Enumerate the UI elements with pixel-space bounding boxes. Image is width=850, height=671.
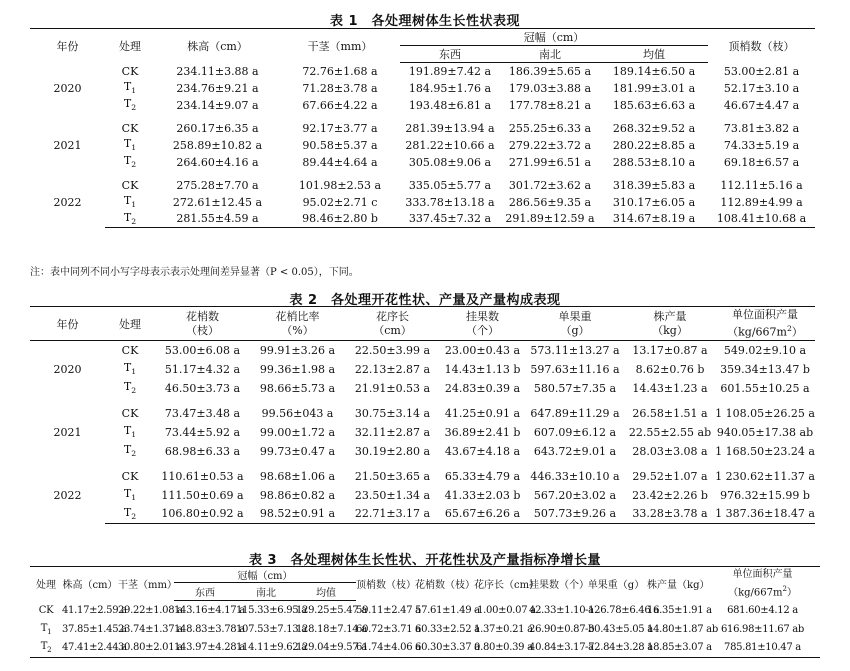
value-cell: 1 387.36±18.47 a xyxy=(715,505,815,524)
t2-header-fruit-count: 挂果数 （个） xyxy=(440,307,525,341)
t2-header-flower-shoots: 花梢数 （枝） xyxy=(155,307,250,341)
treatment-cell xyxy=(105,80,155,97)
treatment-label: T xyxy=(123,137,132,151)
t2-header-year: 年份 xyxy=(30,307,105,341)
treatment-cell xyxy=(105,177,155,194)
value-cell: 29.52±1.07 a xyxy=(632,469,708,483)
treatment-subscript: 2 xyxy=(131,386,137,396)
value-cell: 108.41±10.68 a xyxy=(708,211,815,228)
value-cell: 1.37±0.21 a xyxy=(474,623,533,635)
year-cell: 2022 xyxy=(53,488,82,502)
treatment-subscript: 1 xyxy=(47,627,52,636)
table-row xyxy=(30,80,815,97)
value-cell: 643.72±9.01 a xyxy=(533,444,617,458)
table-row xyxy=(30,486,815,505)
value-cell: 23.74±1.37 a xyxy=(118,623,183,635)
t3-header-inflorescence: 花序长（cm） xyxy=(474,567,529,601)
treatment-cell xyxy=(30,639,62,658)
value-cell: 95.02±2.71 c xyxy=(302,195,378,209)
treatment-label: T xyxy=(123,424,132,438)
value-cell: 177.78±8.21 a xyxy=(508,98,592,112)
table-row xyxy=(30,423,815,442)
value-cell: 333.78±13.18 a xyxy=(405,195,495,209)
value-cell: 59.11±2.47 a xyxy=(356,604,421,616)
value-cell: 53.00±2.81 a xyxy=(723,64,800,78)
treatment-cell xyxy=(105,120,155,137)
value-cell: 60.72±3.71 a xyxy=(356,623,421,635)
treatment-label: T xyxy=(123,361,132,375)
table3 xyxy=(30,566,820,658)
treatment-cell xyxy=(105,194,155,211)
value-cell: 573.11±13.27 a xyxy=(530,343,620,357)
value-cell: 260.17±6.35 a xyxy=(176,121,259,135)
value-cell: 18.85±3.07 a xyxy=(647,639,705,658)
t2-header-flower-ratio: 花梢比率 （%） xyxy=(250,307,345,341)
value-cell: 601.55±10.25 a xyxy=(720,381,810,395)
value-cell: 47.41±2.44 a xyxy=(62,639,118,658)
treatment-subscript: 2 xyxy=(131,217,137,227)
table2-title: 表 2 各处理开花性状、产量及产量构成表现 xyxy=(289,293,561,308)
value-cell: 184.95±1.76 a xyxy=(408,81,492,95)
table-row xyxy=(30,120,815,137)
treatment-label: CK xyxy=(121,178,139,192)
value-cell: 41.33±2.03 b xyxy=(444,488,521,502)
value-cell: 23.42±2.26 b xyxy=(632,488,708,502)
t2-header-fruit-weight: 单果重 （g） xyxy=(525,307,625,341)
value-cell: 52.17±3.10 a xyxy=(723,81,800,95)
treatment-subscript: 2 xyxy=(131,449,137,459)
value-cell: 28.03±3.08 a xyxy=(632,444,708,458)
value-cell: 67.66±4.22 a xyxy=(302,98,378,112)
value-cell: 567.20±3.02 a xyxy=(533,488,617,502)
value-cell: 275.28±7.70 a xyxy=(176,178,259,192)
value-cell: 185.63±6.63 a xyxy=(612,98,696,112)
value-cell: 30.75±3.14 a xyxy=(354,406,431,420)
treatment-cell xyxy=(105,486,155,505)
treatment-cell xyxy=(105,154,155,171)
value-cell: 24.83±0.39 a xyxy=(444,381,521,395)
table1 xyxy=(30,28,815,228)
table2 xyxy=(30,306,815,524)
value-cell: 14.43±1.13 b xyxy=(444,362,521,376)
value-cell: 115.33±6.95 a xyxy=(236,604,307,616)
table-row xyxy=(30,360,815,379)
treatment-label: T xyxy=(123,487,132,501)
value-cell: 98.66±5.73 a xyxy=(259,381,336,395)
treatment-label: T xyxy=(123,211,132,225)
treatment-label: T xyxy=(40,641,48,653)
value-cell: 65.33±4.79 a xyxy=(444,469,521,483)
treatment-label: CK xyxy=(38,604,54,616)
treatment-cell xyxy=(105,404,155,423)
value-cell: 60.30±3.37 a xyxy=(415,639,474,658)
table-row xyxy=(30,467,815,486)
table-row xyxy=(30,137,815,154)
treatment-label: CK xyxy=(121,64,139,78)
value-cell: 597.63±11.16 a xyxy=(530,362,620,376)
value-cell: 99.73±0.47 a xyxy=(259,444,336,458)
table1-title: 表 1 各处理树体生长性状表现 xyxy=(329,14,521,29)
treatment-label: T xyxy=(123,97,132,111)
treatment-label: T xyxy=(123,194,132,208)
value-cell: 99.91±3.26 a xyxy=(259,343,336,357)
value-cell: 1 230.62±11.37 a xyxy=(715,469,815,483)
t3-header-yield-plant: 株产量（kg） xyxy=(647,567,705,601)
value-cell: 73.44±5.92 a xyxy=(164,425,241,439)
t3-header-crown: 冠幅（cm） xyxy=(174,567,356,583)
t3-header-ew: 东西 xyxy=(174,583,236,601)
treatment-subscript: 2 xyxy=(131,512,137,522)
value-cell: 280.22±8.85 a xyxy=(612,138,696,152)
value-cell: -72.84±3.28 a xyxy=(585,639,647,658)
value-cell: 72.76±1.68 a xyxy=(302,64,378,78)
value-cell: 41.17±2.59 a xyxy=(62,604,127,616)
value-cell: 314.67±8.19 a xyxy=(600,211,708,228)
value-cell: 179.03±3.88 a xyxy=(508,81,592,95)
treatment-label: CK xyxy=(121,343,139,357)
value-cell: 33.28±3.78 a xyxy=(625,505,715,524)
value-cell: 14.43±1.23 a xyxy=(632,381,708,395)
t1-header-trunk: 干茎（mm） xyxy=(280,29,400,63)
value-cell: 337.45±7.32 a xyxy=(400,211,500,228)
t2-header-treatment: 处理 xyxy=(105,307,155,341)
value-cell: 74.33±5.19 a xyxy=(723,138,800,152)
value-cell: 92.17±3.77 a xyxy=(302,121,378,135)
year-cell: 2021 xyxy=(53,425,82,439)
t3-header-ns: 南北 xyxy=(236,583,296,601)
value-cell: 37.85±1.45 a xyxy=(62,623,127,635)
value-cell: 16.35±1.91 a xyxy=(647,604,712,616)
value-cell: 193.48±6.81 a xyxy=(408,98,492,112)
value-cell: 114.11±9.62 a xyxy=(236,639,296,658)
treatment-cell xyxy=(105,379,155,398)
treatment-cell xyxy=(105,137,155,154)
value-cell: 110.61±0.53 a xyxy=(161,469,244,483)
t3-header-shoots: 顶梢数（枝） xyxy=(356,567,415,601)
t1-header-ew: 东西 xyxy=(400,46,500,63)
value-cell: 310.17±6.05 a xyxy=(612,195,696,209)
value-cell: 107.53±7.13 a xyxy=(236,623,307,635)
value-cell: 189.14±6.50 a xyxy=(612,64,696,78)
table-row xyxy=(30,379,815,398)
value-cell: 89.44±4.64 a xyxy=(302,155,378,169)
table-row xyxy=(30,505,815,524)
value-cell: 281.55±4.59 a xyxy=(155,211,280,228)
value-cell: 23.50±1.34 a xyxy=(354,488,431,502)
table-row xyxy=(30,194,815,211)
treatment-cell xyxy=(30,601,62,620)
table-row xyxy=(30,154,815,171)
table-row xyxy=(30,620,820,639)
value-cell: 53.00±6.08 a xyxy=(164,343,241,357)
value-cell: -126.78±6.46 a xyxy=(585,604,659,616)
t3-header-treatment: 处理 xyxy=(30,567,62,601)
value-cell: 41.25±0.91 a xyxy=(444,406,521,420)
treatment-cell xyxy=(30,620,62,639)
t1-header-crown: 冠幅（cm） xyxy=(400,29,708,46)
value-cell: 0.80±0.39 a xyxy=(474,639,529,658)
value-cell: 99.56±043 a xyxy=(261,406,334,420)
value-cell: 507.73±9.26 a xyxy=(525,505,625,524)
value-cell: 335.05±5.77 a xyxy=(408,178,492,192)
value-cell: 1 168.50±23.24 a xyxy=(715,444,815,458)
treatment-cell xyxy=(105,211,155,228)
value-cell: 191.89±7.42 a xyxy=(408,64,492,78)
t2-header-yield-area: 单位面积产量 $(kg/667m^2)$ xyxy=(715,307,815,341)
table-row xyxy=(30,639,820,658)
t1-header-height: 株高（cm） xyxy=(155,29,280,63)
t1-header-year: 年份 xyxy=(30,29,105,63)
value-cell: 36.89±2.41 b xyxy=(444,425,521,439)
table-row xyxy=(30,442,815,461)
value-cell: 607.09±6.12 a xyxy=(533,425,617,439)
value-cell: 73.81±3.82 a xyxy=(723,121,800,135)
value-cell: 129.25±5.47 a xyxy=(296,604,367,616)
treatment-cell xyxy=(105,341,155,360)
value-cell: 30.80±2.01 a xyxy=(118,639,174,658)
treatment-cell xyxy=(105,442,155,461)
value-cell: 234.11±3.88 a xyxy=(176,64,259,78)
value-cell: 268.32±9.52 a xyxy=(612,121,696,135)
year-cell: 2021 xyxy=(53,138,82,152)
value-cell: 234.14±9.07 a xyxy=(176,98,259,112)
value-cell: 57.61±1.49 a xyxy=(415,604,480,616)
value-cell: 68.98±6.33 a xyxy=(164,444,241,458)
value-cell: 26.58±1.51 a xyxy=(632,406,708,420)
treatment-label: T xyxy=(123,154,132,168)
treatment-subscript: 1 xyxy=(131,143,137,153)
treatment-subscript: 1 xyxy=(131,367,137,377)
value-cell: 51.17±4.32 a xyxy=(164,362,241,376)
t2-header-inflorescence: 花序长 （cm） xyxy=(345,307,440,341)
value-cell: 143.16±4.17 a xyxy=(174,604,245,616)
t2-header-yield-plant: 株产量 （kg） xyxy=(625,307,715,341)
value-cell: 305.08±9.06 a xyxy=(408,155,492,169)
t3-header-fruit-weight: 单果重（g） xyxy=(585,567,647,601)
value-cell: 99.00±1.72 a xyxy=(259,425,336,439)
value-cell: 281.39±13.94 a xyxy=(405,121,495,135)
value-cell: 301.72±3.62 a xyxy=(508,178,592,192)
value-cell: 26.90±0.87 b xyxy=(529,623,595,635)
value-cell: 112.11±5.16 a xyxy=(720,178,803,192)
treatment-subscript: 2 xyxy=(47,646,52,655)
value-cell: 446.33±10.10 a xyxy=(530,469,620,483)
treatment-label: CK xyxy=(121,406,139,420)
value-cell: 281.22±10.66 a xyxy=(405,138,495,152)
value-cell: 46.50±3.73 a xyxy=(164,381,241,395)
value-cell: 22.13±2.87 a xyxy=(354,362,431,376)
value-cell: 101.98±2.53 a xyxy=(298,178,382,192)
value-cell: 128.18±7.14 a xyxy=(296,623,367,635)
value-cell: 549.02±9.10 a xyxy=(723,343,807,357)
t3-header-yield-area: 单位面积产量 $(kg/667m^2)$ xyxy=(705,567,820,601)
value-cell: 976.32±15.99 b xyxy=(720,488,810,502)
value-cell: 29.22±1.08 a xyxy=(118,604,183,616)
table3-title: 表 3 各处理树体生长性状、开花性状及产量指标净增长量 xyxy=(248,553,602,568)
value-cell: 73.47±3.48 a xyxy=(164,406,241,420)
value-cell: 785.81±10.47 a xyxy=(705,639,820,658)
table-row xyxy=(30,341,815,360)
value-cell: 30.19±2.80 a xyxy=(354,444,431,458)
value-cell: 359.34±13.47 b xyxy=(720,362,810,376)
table1-note: 注：表中同列不同小写字母表示表示处理间差异显著（P < 0.05），下同。 xyxy=(30,267,359,278)
treatment-label: T xyxy=(123,506,132,520)
table-row xyxy=(30,177,815,194)
treatment-cell xyxy=(105,97,155,114)
value-cell: 46.67±4.47 a xyxy=(723,98,800,112)
value-cell: 14.80±1.87 ab xyxy=(647,623,718,635)
t3-header-trunk: 干茎（mm） xyxy=(118,567,174,601)
treatment-cell xyxy=(105,360,155,379)
value-cell: 286.56±9.35 a xyxy=(508,195,592,209)
year-cell: 2022 xyxy=(53,195,82,209)
t3-header-fruit-count: 挂果数（个） xyxy=(529,567,585,601)
table-row xyxy=(30,63,815,80)
value-cell: 111.50±0.69 a xyxy=(161,488,244,502)
value-cell: 13.17±0.87 a xyxy=(632,343,708,357)
treatment-cell xyxy=(105,467,155,486)
treatment-cell xyxy=(105,423,155,442)
treatment-subscript: 2 xyxy=(131,160,137,170)
value-cell: 43.67±4.18 a xyxy=(444,444,521,458)
value-cell: 279.22±3.72 a xyxy=(508,138,592,152)
value-cell: 181.99±3.01 a xyxy=(612,81,696,95)
value-cell: 143.97±4.28 a xyxy=(174,639,236,658)
value-cell: 291.89±12.59 a xyxy=(500,211,600,228)
value-cell: 112.89±4.99 a xyxy=(720,195,803,209)
value-cell: 580.57±7.35 a xyxy=(533,381,617,395)
t3-header-mean: 均值 xyxy=(296,583,356,601)
value-cell: 234.76±9.21 a xyxy=(176,81,259,95)
value-cell: 69.18±6.57 a xyxy=(723,155,800,169)
year-cell: 2020 xyxy=(53,81,82,95)
treatment-subscript: 1 xyxy=(131,86,137,96)
value-cell: 21.91±0.53 a xyxy=(354,381,431,395)
table-row xyxy=(30,211,815,228)
value-cell: 255.25±6.33 a xyxy=(508,121,592,135)
value-cell: -1.00±0.07 a xyxy=(474,604,536,616)
value-cell: 264.60±4.16 a xyxy=(176,155,259,169)
value-cell: 647.89±11.29 a xyxy=(530,406,620,420)
value-cell: 23.00±0.43 a xyxy=(444,343,521,357)
t1-header-ns: 南北 xyxy=(500,46,600,63)
value-cell: 98.52±0.91 a xyxy=(250,505,345,524)
t1-header-mean: 均值 xyxy=(600,46,708,63)
value-cell: 681.60±4.12 a xyxy=(727,604,798,616)
value-cell: 186.39±5.65 a xyxy=(508,64,592,78)
t3-header-height: 株高（cm） xyxy=(62,567,118,601)
treatment-cell xyxy=(105,505,155,524)
value-cell: 258.89±10.82 a xyxy=(172,138,263,152)
value-cell: 60.33±2.52 a xyxy=(415,623,480,635)
value-cell: 65.67±6.26 a xyxy=(440,505,525,524)
table-row xyxy=(30,601,820,620)
treatment-subscript: 1 xyxy=(131,430,137,440)
treatment-label: T xyxy=(123,443,132,457)
value-cell: 940.05±17.38 ab xyxy=(716,425,814,439)
value-cell: 22.50±3.99 a xyxy=(354,343,431,357)
value-cell: 42.33±1.10 a xyxy=(529,604,594,616)
t1-header-treatment: 处理 xyxy=(105,29,155,63)
value-cell: 1 108.05±26.25 a xyxy=(715,406,815,420)
value-cell: 90.58±5.37 a xyxy=(302,138,378,152)
value-cell: 99.36±1.98 a xyxy=(259,362,336,376)
value-cell: 616.98±11.67 ab xyxy=(720,623,805,635)
value-cell: 22.71±3.17 a xyxy=(345,505,440,524)
treatment-subscript: 2 xyxy=(131,103,137,113)
value-cell: 98.68±1.06 a xyxy=(259,469,336,483)
treatment-label: T xyxy=(123,380,132,394)
value-cell: 98.86±0.82 a xyxy=(259,488,336,502)
table-row xyxy=(30,97,815,114)
t1-header-shoots: 顶梢数（枝） xyxy=(708,29,815,63)
value-cell: 148.83±3.78 a xyxy=(174,623,245,635)
year-cell: 2020 xyxy=(53,362,82,376)
value-cell: 61.74±4.06 a xyxy=(356,639,415,658)
t3-header-flower-shoots: 花梢数（枝） xyxy=(415,567,474,601)
treatment-label: T xyxy=(40,622,48,634)
table-row xyxy=(30,404,815,423)
treatment-subscript: 1 xyxy=(131,493,137,503)
value-cell: 98.46±2.80 b xyxy=(280,211,400,228)
value-cell: 32.11±2.87 a xyxy=(354,425,431,439)
value-cell: -30.43±5.05 a xyxy=(585,623,653,635)
value-cell: 8.62±0.76 b xyxy=(635,362,705,376)
value-cell: 106.80±0.92 a xyxy=(155,505,250,524)
value-cell: 288.53±8.10 a xyxy=(612,155,696,169)
value-cell: 21.50±3.65 a xyxy=(354,469,431,483)
value-cell: 272.61±12.45 a xyxy=(172,195,263,209)
treatment-cell xyxy=(105,63,155,80)
treatment-label: CK xyxy=(121,121,139,135)
treatment-label: T xyxy=(123,80,132,94)
treatment-label: CK xyxy=(121,469,139,483)
value-cell: 22.55±2.55 ab xyxy=(628,425,712,439)
value-cell: 318.39±5.83 a xyxy=(612,178,696,192)
treatment-subscript: 1 xyxy=(131,200,137,210)
value-cell: 271.99±6.51 a xyxy=(508,155,592,169)
value-cell: 40.84±3.17 a xyxy=(529,639,585,658)
value-cell: 129.04±9.57 a xyxy=(296,639,356,658)
value-cell: 71.28±3.78 a xyxy=(302,81,378,95)
